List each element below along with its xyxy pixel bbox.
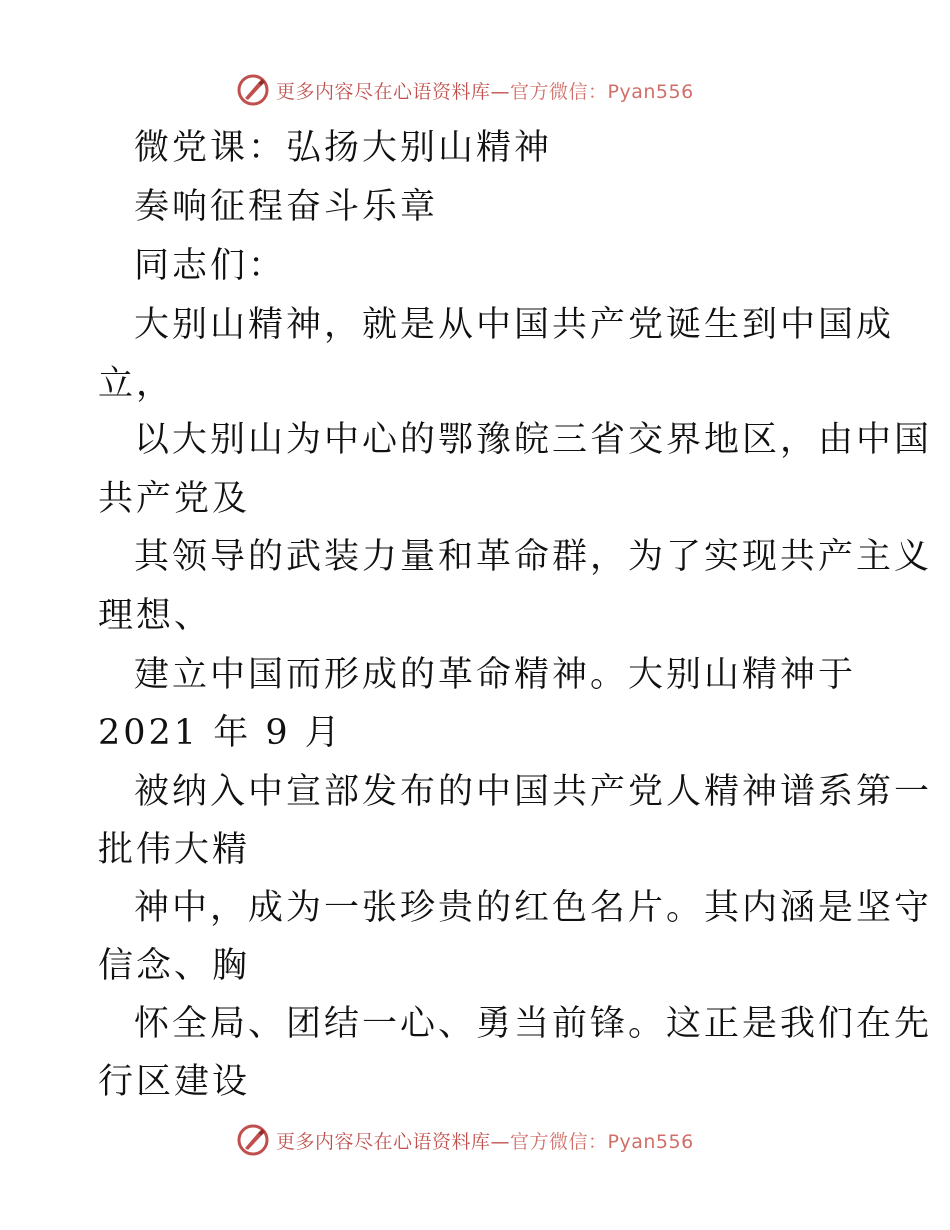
paragraph-line: 信念、胸 xyxy=(98,946,251,986)
paragraph-line: 批伟大精 xyxy=(98,830,251,870)
header-watermark xyxy=(236,72,694,108)
footer-watermark xyxy=(236,1122,694,1158)
paragraph-line: 被纳入中宣部发布的中国共产党人精神谱系第一 xyxy=(134,772,933,812)
paragraph-line: 建立中国而形成的革命精神。大别山精神于 xyxy=(134,655,857,695)
paragraph-line: 行区建设 xyxy=(98,1062,251,1102)
pen-logo-icon xyxy=(236,73,270,107)
paragraph-line: 怀全局、团结一心、勇当前锋。这正是我们在先 xyxy=(134,1004,933,1044)
paragraph-line: 大别山精神，就是从中国共产党诞生到中国成 xyxy=(134,305,895,345)
paragraph-line: 立， xyxy=(98,364,175,404)
paragraph-line: 共产党及 xyxy=(98,479,251,519)
paragraph-line: 2021 年 9 月 xyxy=(98,713,343,753)
paragraph-line: 以大别山为中心的鄂豫皖三省交界地区，由中国 xyxy=(134,420,933,460)
doc-title-line-2: 奏响征程奋斗乐章 xyxy=(134,187,439,227)
watermark-text: 更多内容尽在心语资料库—官方微信：Pyan556 xyxy=(276,80,694,103)
pen-logo-icon xyxy=(236,1123,270,1157)
watermark-text: 更多内容尽在心语资料库—官方微信：Pyan556 xyxy=(276,1130,694,1153)
paragraph-line: 神中，成为一张珍贵的红色名片。其内涵是坚守 xyxy=(134,888,933,928)
doc-title-line-1: 微党课：弘扬大别山精神 xyxy=(134,128,553,168)
paragraph-line: 理想、 xyxy=(98,596,213,636)
paragraph-line: 其领导的武装力量和革命群，为了实现共产主义 xyxy=(134,537,933,577)
salutation: 同志们： xyxy=(134,246,287,286)
